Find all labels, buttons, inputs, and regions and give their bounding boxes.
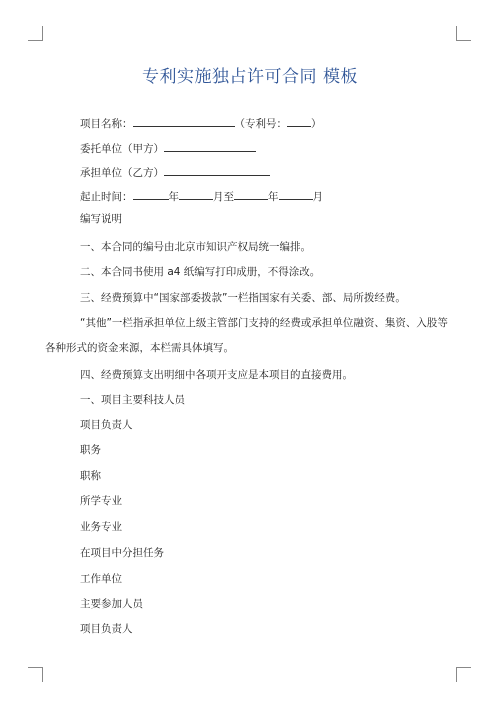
- start-year-blank[interactable]: [133, 188, 169, 200]
- instruction-item-3b-line2: 各种形式的资金来源，本栏需具体填写。: [45, 342, 234, 354]
- instruction-item-3: 三、经费预算中“国家部委拨款”一栏指国家有关委、部、局所拨经费。: [80, 292, 406, 304]
- start-month-blank[interactable]: [179, 188, 213, 200]
- project-name-blank[interactable]: [133, 115, 235, 127]
- list-item: 工作单位: [80, 573, 122, 585]
- list-item: 项目负责人: [80, 419, 133, 431]
- contractor-blank[interactable]: [164, 164, 270, 176]
- section-heading: 编写说明: [80, 213, 122, 225]
- period-row: [80, 188, 323, 204]
- instruction-item-1: 一、本合同的编号由北京市知识产权局统一编排。: [80, 241, 311, 253]
- list-item: 主要参加人员: [80, 598, 143, 610]
- contractor-row: [80, 164, 270, 180]
- client-label: 委托单位（甲方）: [80, 143, 164, 155]
- year-label-1: 年: [168, 191, 179, 203]
- crop-mark-top-left: [28, 26, 43, 41]
- end-year-blank[interactable]: [234, 188, 268, 200]
- instruction-item-4: 四、经费预算支出明细中各项开支应是本项目的直接费用。: [80, 369, 353, 381]
- project-name-label: 项目名称：: [80, 118, 133, 130]
- patent-no-blank[interactable]: [287, 115, 311, 127]
- crop-mark-top-right: [456, 26, 471, 41]
- list-item: 所学专业: [80, 495, 122, 507]
- crop-mark-bottom-right: [456, 667, 471, 682]
- instruction-item-2: 二、本合同书使用 a4 纸编写打印成册，不得涂改。: [80, 266, 321, 278]
- period-label: 起止时间：: [80, 191, 133, 203]
- patent-no-close: ）: [311, 118, 322, 130]
- list-item: 职务: [80, 444, 101, 456]
- document-title: 专利实施独占许可合同 模板: [142, 67, 358, 87]
- client-blank[interactable]: [164, 140, 256, 152]
- list-item: 在项目中分担任务: [80, 547, 164, 559]
- month-label-2: 月: [312, 191, 323, 203]
- list-item: 业务专业: [80, 521, 122, 533]
- list-item: 职称: [80, 470, 101, 482]
- month-to-label: 月至: [213, 191, 234, 203]
- year-label-2: 年: [268, 191, 279, 203]
- personnel-heading: 一、项目主要科技人员: [80, 394, 185, 406]
- contractor-label: 承担单位（乙方）: [80, 167, 164, 179]
- end-month-blank[interactable]: [279, 188, 313, 200]
- project-name-row: [80, 115, 322, 131]
- crop-mark-bottom-left: [28, 667, 43, 682]
- instruction-item-3b-line1: “其他”一栏指承担单位上级主管部门支持的经费或承担单位融资、集资、入股等: [80, 317, 448, 329]
- patent-no-label: （专利号：: [234, 118, 287, 130]
- list-item: 项目负责人: [80, 623, 133, 635]
- client-row: [80, 140, 256, 156]
